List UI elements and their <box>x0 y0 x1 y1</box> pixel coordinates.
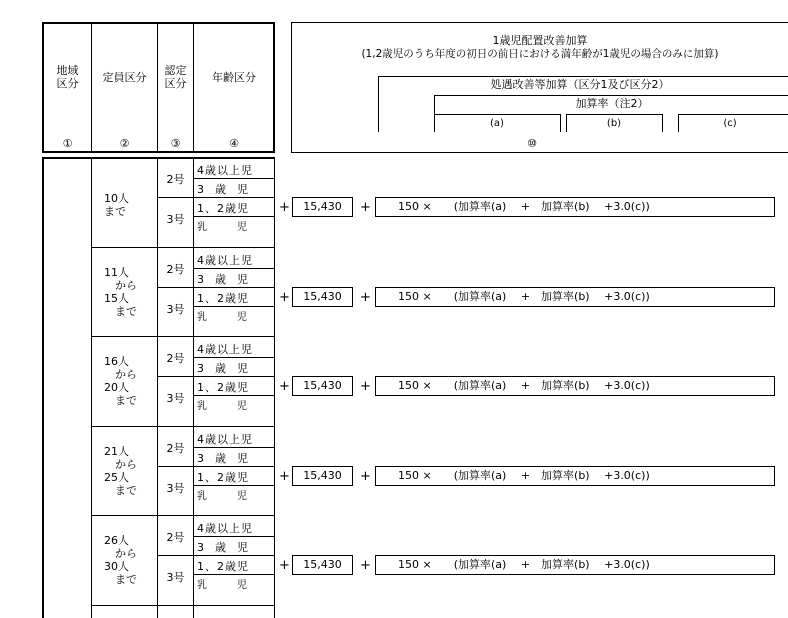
age-separator <box>193 268 274 269</box>
body-divider <box>157 157 158 618</box>
age-3: 3 歳 児 <box>197 451 248 465</box>
bracket-line <box>678 114 679 132</box>
header-region-num: ① <box>62 137 73 150</box>
group-separator <box>91 426 274 427</box>
cert-2-label: 2号 <box>166 531 185 544</box>
cert-separator <box>157 376 274 377</box>
header-capacity-num: ② <box>119 137 130 150</box>
group-separator <box>91 247 274 248</box>
plus-sign: + <box>360 468 371 484</box>
bracket-line <box>378 76 379 132</box>
bracket-line <box>662 114 663 132</box>
age-separator <box>193 178 274 179</box>
age-3: 3 歳 児 <box>197 362 248 375</box>
rate-c-label: (c) <box>723 118 737 129</box>
age-12: 1、2歳児 <box>197 381 249 394</box>
base-amount-box: 15,430 <box>292 555 353 575</box>
age-12: 1、2歳児 <box>197 202 249 215</box>
header-divider <box>193 22 194 153</box>
cert-2-label: 2号 <box>166 352 185 365</box>
bracket-line <box>566 114 567 132</box>
bracket-line <box>560 114 561 132</box>
header-divider <box>91 22 92 153</box>
bracket-line <box>378 76 788 77</box>
age-12: 1、2歳児 <box>197 470 249 484</box>
base-amount-box: 15,430 <box>292 466 353 486</box>
age-3: 3 歳 児 <box>197 541 248 554</box>
header-age-label: 年齢区分 <box>212 71 256 84</box>
plus-sign: + <box>360 558 371 573</box>
age-separator <box>193 447 274 448</box>
rate-title: 加算率（注2） <box>575 97 649 110</box>
group-separator <box>91 336 274 337</box>
bracket-line <box>566 114 662 115</box>
cert-3-label: 3号 <box>166 481 185 495</box>
group-separator <box>91 605 274 606</box>
addition-subtitle: (1,2歳児のうち年度の初日の前日における満年齢が1歳児の場合のみに加算) <box>361 48 719 60</box>
capacity-label: 21人 から 25人 まで <box>104 444 137 497</box>
header-age-num: ④ <box>229 137 239 150</box>
capacity-label: 26人 から 30人 まで <box>104 534 137 586</box>
plus-sign: + <box>360 379 371 394</box>
cert-3-label: 3号 <box>166 392 185 405</box>
group-separator <box>91 515 274 516</box>
capacity-label: 10人 まで <box>104 192 129 218</box>
header-region-label: 地域 区分 <box>56 64 79 90</box>
plus-sign: + <box>279 200 290 215</box>
age-separator <box>193 574 274 575</box>
header-cert-label: 認定 区分 <box>164 64 187 90</box>
age-4plus: 4歳以上児 <box>197 164 253 177</box>
bracket-line <box>678 114 788 115</box>
header-cert-num: ③ <box>170 137 181 150</box>
formula-box: 150 × (加算率(a) + 加算率(b) +3.0(c)) <box>375 466 775 486</box>
base-amount-box: 15,430 <box>292 197 353 217</box>
cert-separator <box>157 287 274 288</box>
base-amount-box: 15,430 <box>292 376 353 396</box>
cert-separator <box>157 466 274 467</box>
age-4plus: 4歳以上児 <box>197 522 253 535</box>
body-left-border <box>42 157 44 618</box>
age-separator <box>193 357 274 358</box>
formula-box: 150 × (加算率(a) + 加算率(b) +3.0(c)) <box>375 555 775 575</box>
base-amount-box: 15,430 <box>292 287 353 307</box>
cert-2-label: 2号 <box>166 441 185 455</box>
treatment-title: 処遇改善等加算（区分1及び区分2） <box>490 78 670 91</box>
formula-box: 150 × (加算率(a) + 加算率(b) +3.0(c)) <box>375 376 775 396</box>
age-infant: 乳 児 <box>197 311 247 323</box>
plus-sign: + <box>279 289 290 305</box>
age-12: 1、2歳児 <box>197 560 249 573</box>
formula-box: 150 × (加算率(a) + 加算率(b) +3.0(c)) <box>375 287 775 307</box>
header-capacity-label: 定員区分 <box>102 71 147 84</box>
age-infant: 乳 児 <box>197 222 247 233</box>
bracket-line <box>434 114 560 115</box>
rate-a-label: (a) <box>490 118 504 129</box>
right-header-num: ⑩ <box>527 137 537 150</box>
rate-b-label: (b) <box>606 118 622 129</box>
age-infant: 乳 児 <box>197 580 247 591</box>
cert-3-label: 3号 <box>166 302 185 316</box>
body-right-border <box>274 157 275 618</box>
bracket-line <box>434 95 788 96</box>
age-3: 3 歳 児 <box>197 272 248 286</box>
age-separator <box>193 485 274 486</box>
plus-sign: + <box>279 558 290 573</box>
cert-3-label: 3号 <box>166 213 185 226</box>
body-divider <box>91 157 92 618</box>
age-4plus: 4歳以上児 <box>197 253 253 267</box>
cert-separator <box>157 197 274 198</box>
age-separator <box>193 395 274 396</box>
plus-sign: + <box>360 200 371 215</box>
age-4plus: 4歳以上児 <box>197 432 253 446</box>
body-divider <box>193 157 194 618</box>
cert-2-label: 2号 <box>166 262 185 276</box>
age-3: 3 歳 児 <box>197 183 248 196</box>
age-separator <box>193 306 274 307</box>
age-infant: 乳 児 <box>197 401 247 412</box>
capacity-label: 11人 から 15人 まで <box>104 265 137 318</box>
age-12: 1、2歳児 <box>197 291 249 305</box>
capacity-label: 16人 から 20人 まで <box>104 355 137 407</box>
age-infant: 乳 児 <box>197 490 247 502</box>
group-separator <box>91 157 274 158</box>
age-separator <box>193 216 274 217</box>
plus-sign: + <box>360 289 371 305</box>
age-separator <box>193 536 274 537</box>
plus-sign: + <box>279 379 290 394</box>
age-4plus: 4歳以上児 <box>197 343 253 356</box>
cert-3-label: 3号 <box>166 571 185 584</box>
cert-2-label: 2号 <box>166 173 185 186</box>
formula-box: 150 × (加算率(a) + 加算率(b) +3.0(c)) <box>375 197 775 217</box>
cert-separator <box>157 555 274 556</box>
addition-title: 1歳児配置改善加算 <box>492 34 588 47</box>
plus-sign: + <box>279 468 290 484</box>
